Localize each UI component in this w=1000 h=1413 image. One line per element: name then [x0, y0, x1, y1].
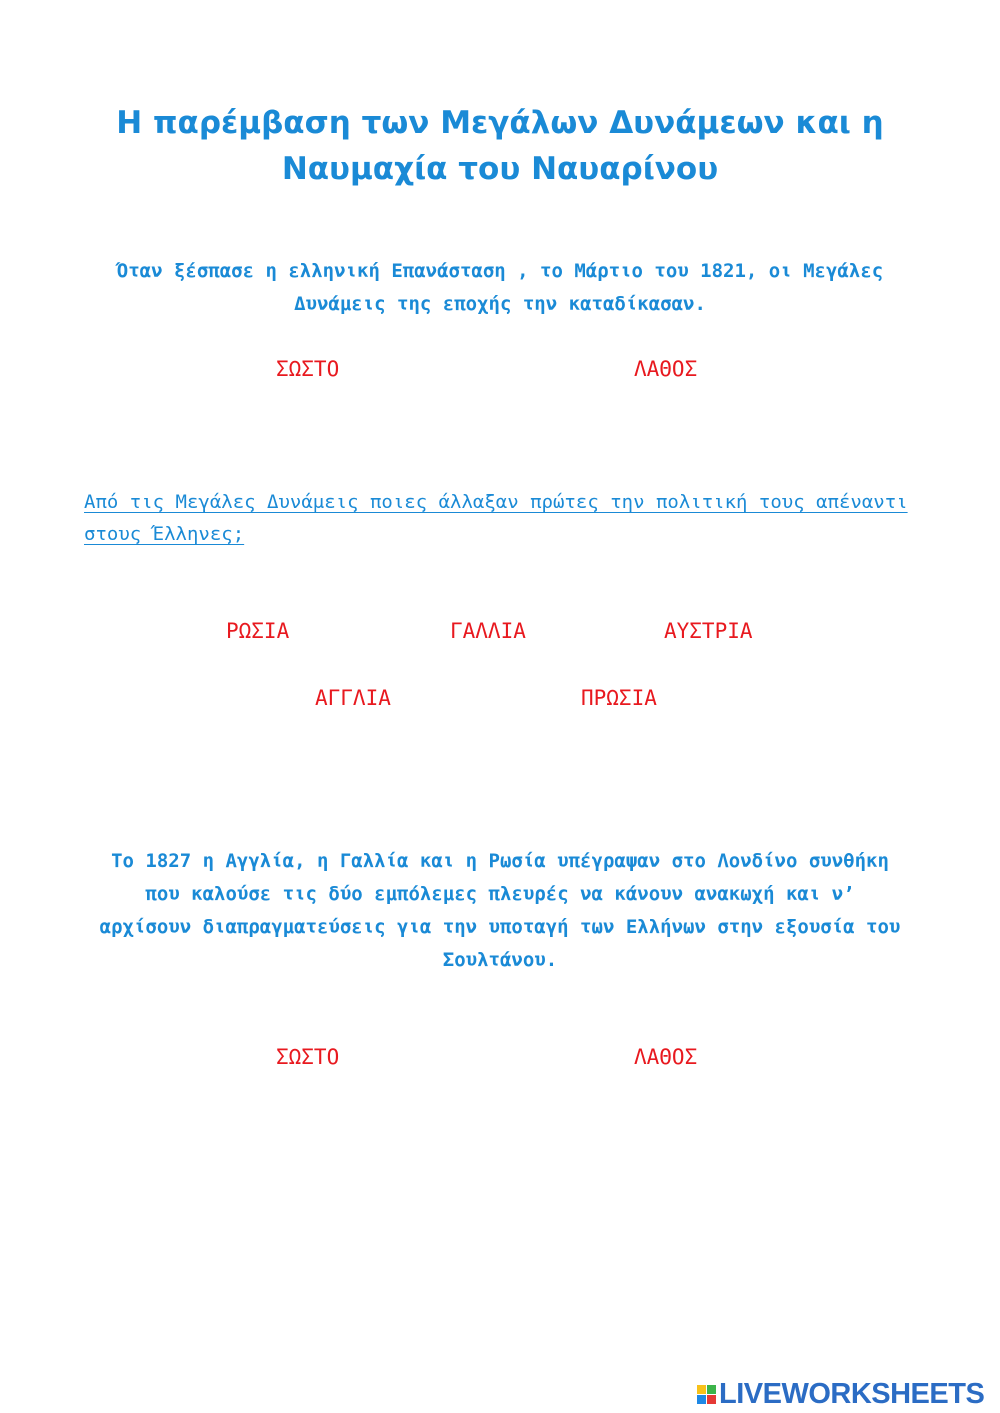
question-2-line-2: στους Έλληνες;: [84, 523, 245, 545]
question-2-text: [84, 486, 924, 550]
liveworksheets-logo-icon: [697, 1385, 716, 1404]
q1-option-true[interactable]: ΣΩΣΤΟ: [276, 357, 340, 381]
question-2-line-1: Από τις Μεγάλες Δυνάμεις ποιες άλλαξαν πρώτες την πολιτική τους απέναντι: [84, 491, 908, 513]
question-3-line-4: Σουλτάνου.: [442, 949, 558, 971]
q3-option-false[interactable]: ΛΑΘΟΣ: [634, 1045, 698, 1069]
q3-option-true[interactable]: ΣΩΣΤΟ: [276, 1045, 340, 1069]
question-3-line-2: που καλούσε τις δύο εμπόλεμες πλευρές να κάνουν ανακωχή και ν’: [145, 883, 855, 905]
title-line-2: Ναυμαχία του Ναυαρίνου: [281, 151, 719, 187]
title-line-1: Η παρέμβαση των Μεγάλων Δυνάμεων και η: [116, 105, 884, 141]
q2-option-france[interactable]: ΓΑΛΛΙΑ: [450, 619, 526, 643]
question-1-text: [70, 255, 930, 321]
q1-option-false[interactable]: ΛΑΘΟΣ: [634, 357, 698, 381]
question-3-text: [70, 845, 930, 977]
q2-option-austria[interactable]: ΑΥΣΤΡΙΑ: [664, 619, 753, 643]
liveworksheets-brand: [697, 1378, 984, 1410]
question-1-line-2: Δυνάμεις της εποχής την καταδίκασαν.: [294, 293, 706, 315]
worksheet-title: [0, 100, 1000, 192]
question-3-line-3: αρχίσουν διαπραγματεύσεις για την υποταγή των Ελλήνων στην εξουσία του: [99, 916, 901, 938]
question-3-line-1: Το 1827 η Αγγλία, η Γαλλία και η Ρωσία υπέγραψαν στο Λονδίνο συνθήκη: [111, 850, 889, 872]
brand-name: LIVEWORKSHEETS: [719, 1377, 985, 1410]
q2-option-russia[interactable]: ΡΩΣΙΑ: [226, 619, 290, 643]
q2-option-prussia[interactable]: ΠΡΩΣΙΑ: [581, 686, 657, 710]
q2-option-england[interactable]: ΑΓΓΛΙΑ: [315, 686, 391, 710]
question-1-line-1: Όταν ξέσπασε η ελληνική Επανάσταση , το Μάρτιο του 1821, οι Μεγάλες: [116, 260, 884, 282]
